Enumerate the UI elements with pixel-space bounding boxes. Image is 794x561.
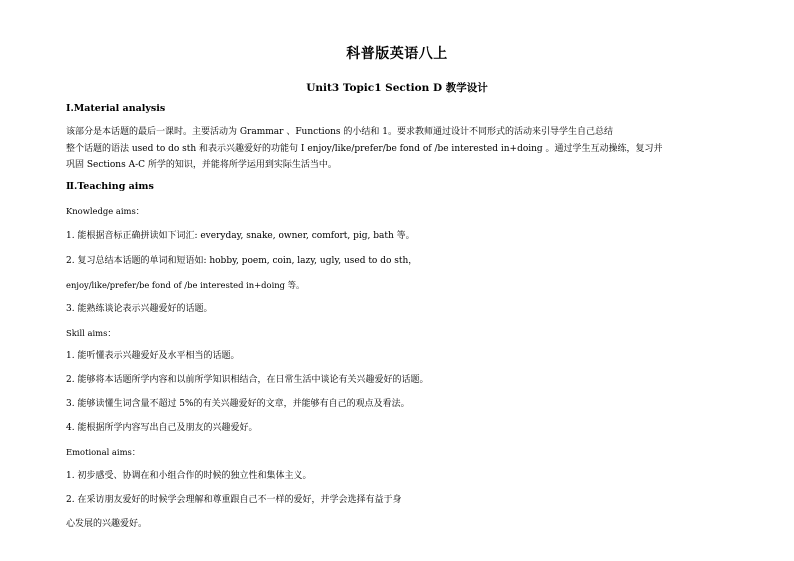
paragraph-line: 该部分是本话题的最后一课时。主要活动为 Grammar 、Functions 的小结和 1。要求教师通过设计不同形式的活动来引导学生自己总结: [66, 127, 613, 137]
emotional-aim-item: 2. 在采访朋友爱好的时候学会理解和尊重跟自己不一样的爱好，并学会选择有益于身: [66, 495, 402, 505]
skill-aims-label: Skill aims：: [66, 328, 116, 338]
skill-aim-item: 1. 能听懂表示兴趣爱好及水平相当的话题。: [66, 351, 240, 361]
knowledge-aim-item: 3. 能熟练谈论表示兴趣爱好的话题。: [66, 304, 213, 314]
knowledge-aim-item: 2. 复习总结本话题的单词和短语如: hobby, poem, coin, lazy, ugly, used to do sth，: [66, 256, 418, 266]
emotional-aims-label: Emotional aims：: [66, 447, 141, 457]
skill-aim-item: 3. 能够读懂生词含量不超过 5%的有关兴趣爱好的文章，并能够有自己的观点及看法。: [66, 399, 410, 409]
paragraph-line: 整个话题的语法 used to do sth 和表示兴趣爱好的功能句 I enjoy/like/prefer/be fond of /be interested in+doing 。通过学生互动操练，复习并: [66, 144, 663, 154]
knowledge-aims-label: Knowledge aims：: [66, 206, 145, 216]
document-subtitle: Unit3 Topic1 Section D 教学设计: [306, 82, 488, 94]
emotional-aim-item: 1. 初步感受、协调在和小组合作的时候的独立性和集体主义。: [66, 471, 312, 481]
section-heading-teaching-aims: Ⅱ.Teaching aims: [66, 181, 154, 192]
paragraph-line: 巩固 Sections A-C 所学的知识，并能将所学运用到实际生活当中。: [66, 160, 337, 170]
skill-aim-item: 4. 能根据所学内容写出自己及朋友的兴趣爱好。: [66, 423, 258, 433]
knowledge-aim-item: enjoy/like/prefer/be fond of /be interested in+doing 等。: [66, 280, 305, 290]
knowledge-aim-item: 1. 能根据音标正确拼读如下词汇: everyday, snake, owner, comfort, pig, bath 等。: [66, 231, 415, 241]
emotional-aim-item: 心发展的兴趣爱好。: [66, 519, 148, 529]
document-title: 科普版英语八上: [346, 46, 448, 62]
skill-aim-item: 2. 能够将本话题所学内容和以前所学知识相结合，在日常生活中谈论有关兴趣爱好的话题。: [66, 375, 429, 385]
section-heading-material-analysis: Ⅰ.Material analysis: [66, 103, 166, 114]
